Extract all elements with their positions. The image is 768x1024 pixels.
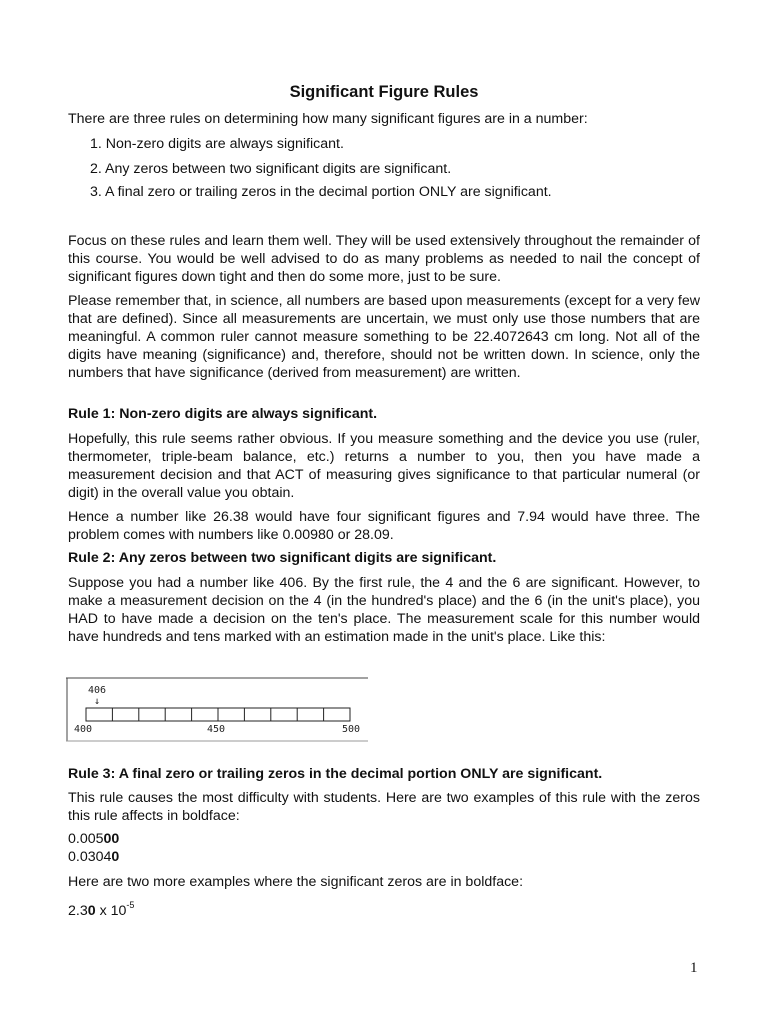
example-line-3 [68, 896, 700, 920]
rule2-paragraph-1: Suppose you had a number like 406. By the first rule, the 4 and the 6 are significant. However, to make a measurement decision on the 4 (in the hundred's place) and the 6 (in the unit's place), you HAD to have made a decision on the ten's place. The measurement scale for this number would have hundreds and tens marked with an estimation made in the unit's place. Like this: [68, 575, 700, 645]
example1-bold: 00 [103, 831, 120, 847]
example3-base: x 10 [95, 903, 127, 919]
page-title: Significant Figure Rules [289, 83, 479, 101]
intro-text: There are three rules on determining how many significant figures are in a number: [68, 111, 588, 127]
remember-paragraph: Please remember that, in science, all numbers are based upon measurements (except for a very few that are defined). Since all measurements are uncertain, we must only use those numbers that are meaningful. A common ruler cannot measure something to be 22.4072643 cm long. Not all of the digits have meaning (significance) and, therefore, should not be written down. In science, only the numbers that have significance (derived from measurement) are written. [68, 293, 700, 381]
focus-paragraph: Focus on these rules and learn them well. They will be used extensively throughout the remainder of this course. You would be well advised to do as many problems as needed to nail the concept of significant figures down tight and then do some more, just to be sure. [68, 233, 700, 285]
rule2-heading: Rule 2: Any zeros between two significant digits are significant. [68, 550, 497, 566]
rule1-paragraph-2: Hence a number like 26.38 would have four significant figures and 7.94 would have three. The problem comes with numbers like 0.00980 or 28.09. [68, 509, 700, 543]
rule1-paragraph-1: Hopefully, this rule seems rather obvious. If you measure something and the device you use (ruler, thermometer, triple-beam balance, etc.) returns a number to you, then you have made a measurement decision and that ACT of measuring gives significance to that particular numeral (or digit) in the overall value you obtain. [68, 431, 700, 501]
example3-mantissa: 2.3 [68, 903, 88, 919]
example3-bold: 0 [87, 903, 96, 919]
scale-label-start: 400 [74, 724, 93, 735]
scale-label-mid: 450 [207, 724, 226, 735]
example-line-1 [68, 830, 700, 848]
rule3-paragraph-2: Here are two more examples where the significant zeros are in boldface: [68, 874, 524, 890]
rules-list-item-3: 3. A final zero or trailing zeros in the decimal portion ONLY are significant. [90, 184, 552, 200]
example1-normal: 0.005 [68, 831, 104, 847]
rule3-paragraph-1: This rule causes the most difficulty with students. Here are two examples of this rule with the zeros this rule affects in boldface: [68, 790, 700, 824]
scale-ruler [86, 708, 350, 721]
page-number: 1 [690, 960, 698, 976]
rule1-heading: Rule 1: Non-zero digits are always significant. [68, 406, 378, 422]
rules-list-item-2: 2. Any zeros between two significant digits are significant. [90, 161, 452, 177]
scale-label-end: 500 [342, 724, 361, 735]
example-line-2 [68, 848, 700, 866]
rule3-heading: Rule 3: A final zero or trailing zeros in the decimal portion ONLY are significant. [68, 766, 603, 782]
measurement-scale-figure [66, 677, 370, 743]
scale-marker-arrow: ↓ [94, 696, 101, 707]
example3-exponent: -5 [126, 900, 135, 910]
rules-list-item-1: 1. Non-zero digits are always significant. [90, 136, 344, 152]
example2-bold: 0 [111, 849, 120, 865]
scale-marker-label: 406 [88, 685, 107, 696]
example2-normal: 0.0304 [68, 849, 112, 865]
